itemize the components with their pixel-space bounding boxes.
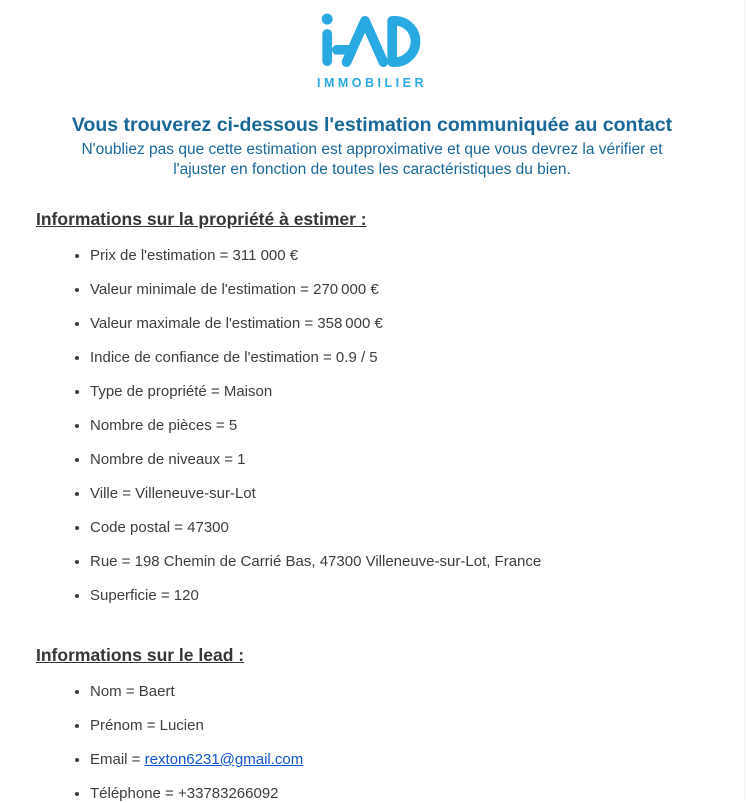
estimation-subtitle: N'oubliez pas que cette estimation est approximative et que vous devrez la vérifier et l'ajuster en fonction de toutes les caractéristiques du bien. [81, 141, 663, 178]
list-item: • Superficie = 120 [90, 586, 708, 605]
email-link[interactable]: rexton6231@gmail.com [144, 750, 304, 768]
list-item: • Indice de confiance de l'estimation = 0.9 / 5 [90, 348, 708, 367]
list-item: • Valeur maximale de l'estimation = 358 000 € [90, 314, 708, 333]
section-property [36, 209, 708, 605]
list-item: • Nom = Baert [90, 682, 708, 701]
list-item: • Type de propriété = Maison [90, 382, 708, 401]
logo-immobilier-label: IMMOBILIER [317, 76, 427, 90]
list-item: • Rue = 198 Chemin de Carrié Bas, 47300 Villeneuve-sur-Lot, France [90, 552, 708, 571]
list-item: • Téléphone = +33783266092 [90, 784, 708, 803]
list-item: • Nombre de niveaux = 1 [90, 450, 708, 469]
list-item: • Ville = Villeneuve-sur-Lot [90, 484, 708, 503]
lead-list [36, 682, 708, 803]
list-item: • Prénom = Lucien [90, 716, 708, 735]
property-list [36, 246, 708, 605]
list-item: • Nombre de pièces = 5 [90, 416, 708, 435]
list-item: • Code postal = 47300 [90, 518, 708, 537]
section-heading-lead: Informations sur le lead : [36, 644, 245, 665]
list-item: • Valeur minimale de l'estimation = 270 000 € [90, 280, 708, 299]
iad-logo-icon [314, 12, 430, 70]
section-heading-property: Informations sur la propriété à estimer : [36, 208, 367, 229]
section-lead [36, 645, 708, 803]
brand-header [0, 0, 744, 90]
list-item: • Prix de l'estimation = 311 000 € [90, 246, 708, 265]
list-item-label: Email = [90, 750, 145, 768]
list-item [90, 750, 708, 769]
estimation-title: Vous trouverez ci-dessous l'estimation communiquée au contact [71, 114, 673, 136]
